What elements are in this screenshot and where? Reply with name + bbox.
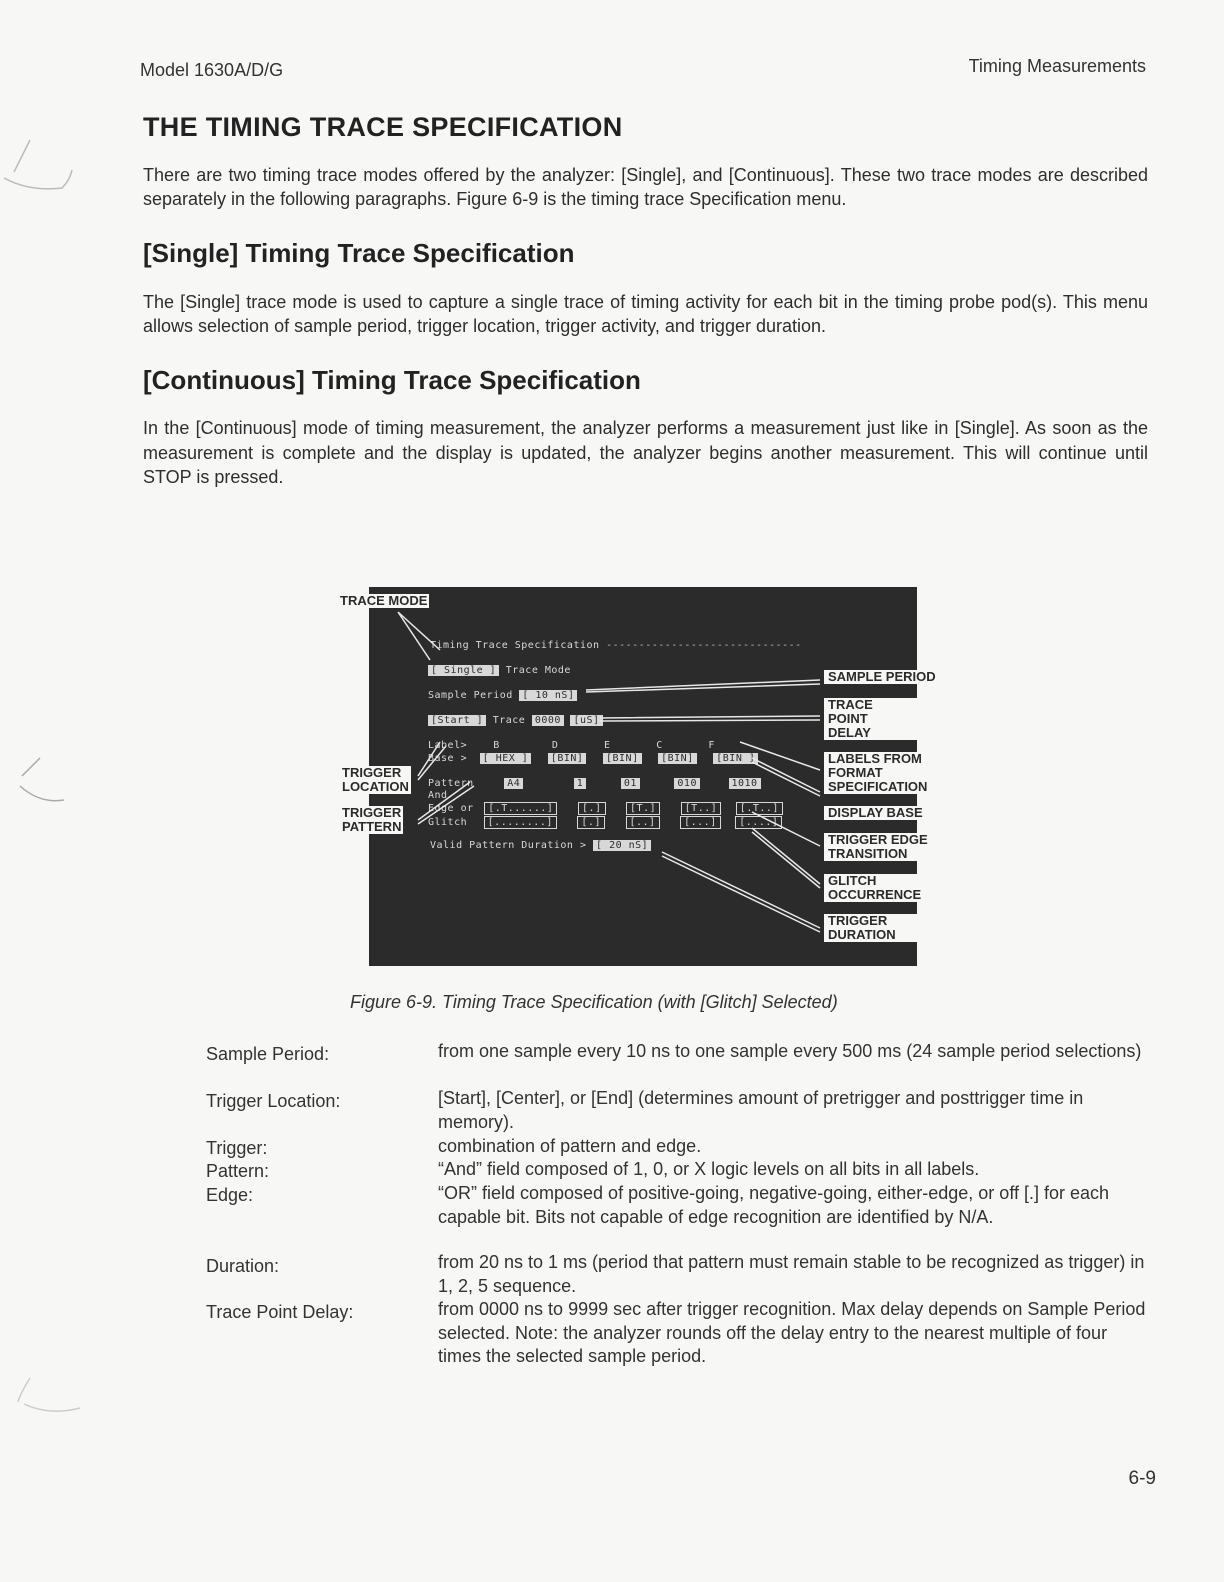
edge-field[interactable]: [T.] — [626, 802, 660, 815]
edge-field[interactable]: [.T..] — [736, 802, 783, 815]
callout-line: TRIGGER EDGE — [828, 832, 928, 847]
margin-scribble-mid — [0, 752, 80, 832]
base-field[interactable]: [BIN] — [548, 753, 587, 764]
pattern-field[interactable]: 01 — [621, 778, 640, 789]
base-field[interactable]: [BIN] — [603, 753, 642, 764]
base-field[interactable]: [ HEX ] — [480, 753, 532, 764]
pattern-field[interactable]: 1 — [574, 778, 587, 789]
screen-title: Timing Trace Specification ------------------------------ — [430, 640, 802, 651]
section-title: THE TIMING TRACE SPECIFICATION — [143, 112, 623, 142]
definition-term: Duration: — [206, 1256, 280, 1276]
duration-label: Valid Pattern Duration > — [430, 840, 587, 851]
definition-desc: combination of pattern and edge. — [438, 1136, 702, 1156]
callout-line: LABELS FROM — [828, 751, 922, 766]
screen-title-text: Timing Trace Specification — [430, 640, 600, 651]
edge-field[interactable]: [T..] — [681, 802, 722, 815]
callout-labels-from — [824, 752, 958, 794]
header-model: Model 1630A/D/G — [140, 60, 284, 80]
single-paragraph: The [Single] trace mode is used to capture a single trace of timing activity for each bit in the timing probe pod(s). This menu allows selection of sample period, trigger location, trigger activity, and trigger duration. — [143, 292, 1148, 336]
continuous-paragraph: In the [Continuous] mode of timing measurement, the analyzer performs a measurement just like in [Single]. As soon as the measurement is complete and the display is updated, the analyzer begins another measurement. This will continue until STOP is pressed. — [143, 418, 1148, 487]
margin-scribble-top — [0, 130, 80, 350]
definition-desc: “And” field composed of 1, 0, or X logic levels on all bits in all labels. — [438, 1159, 980, 1179]
sample-field[interactable]: [ 10 nS] — [519, 690, 577, 701]
callout-trigger-edge — [824, 833, 958, 861]
definition-desc: “OR” field composed of positive-going, negative-going, either-edge, or off [.] for each capable bit. Bits not capable of edge recognition are identified by N/A. — [438, 1183, 1110, 1227]
callout-line: TRIGGER — [828, 913, 888, 928]
delay-field[interactable]: 0000 — [532, 715, 564, 726]
callout-line: OCCURRENCE — [828, 887, 922, 902]
edge-field[interactable]: [.T......] — [484, 802, 557, 815]
glitch-field[interactable]: [...] — [680, 816, 721, 829]
trace-label: Trace — [492, 715, 526, 726]
base-field[interactable]: [BIN] — [658, 753, 697, 764]
header-section: Timing Measurements — [968, 56, 1146, 76]
figure-caption: Figure 6-9. Timing Trace Specification (with [Glitch] Selected) — [350, 992, 838, 1012]
callout-trace-point-delay — [824, 698, 958, 740]
callout-line: TRANSITION — [828, 846, 908, 861]
definition-desc: from one sample every 10 ns to one sample every 500 ms (24 sample period selections) — [438, 1041, 1142, 1061]
page-number: 6-9 — [1128, 1468, 1156, 1489]
definition-term: Trigger Location: — [206, 1091, 341, 1111]
screen-sample-row — [428, 690, 577, 701]
callout-line: DURATION — [828, 927, 896, 942]
definition-term: Sample Period: — [206, 1044, 330, 1064]
callout-sample-period: SAMPLE PERIOD — [824, 670, 958, 684]
glitch-field[interactable]: [........] — [484, 816, 557, 829]
definition-term: Pattern: — [206, 1161, 270, 1181]
screen-edge-row — [428, 803, 783, 814]
and-label: And — [428, 790, 448, 801]
pattern-field[interactable]: 1010 — [729, 778, 761, 789]
pattern-field[interactable]: 010 — [674, 778, 700, 789]
callout-line: PATTERN — [342, 819, 402, 834]
definition-term: Edge: — [206, 1185, 254, 1205]
definition-term: Trigger: — [206, 1138, 268, 1158]
callout-trigger-duration — [824, 914, 958, 942]
callout-line: GLITCH — [828, 873, 877, 888]
mode-field[interactable]: [ Single ] — [428, 665, 499, 676]
edge-label: Edge or — [428, 803, 474, 814]
definition-term: Trace Point Delay: — [206, 1302, 354, 1322]
callout-display-base: DISPLAY BASE — [824, 806, 958, 820]
callout-glitch — [824, 874, 958, 902]
callout-line: LOCATION — [342, 779, 409, 794]
callout-line: SPECIFICATION — [828, 779, 928, 794]
continuous-heading: [Continuous] Timing Trace Specification — [143, 365, 641, 395]
glitch-field[interactable]: [....] — [735, 816, 782, 829]
intro-paragraph: There are two timing trace modes offered by the analyzer: [Single], and [Continuous]. These two trace modes are described separately in the following paragraphs. Figure 6-9 is the timing trace Specification menu. — [143, 165, 1148, 209]
definition-desc: from 20 ns to 1 ms (period that pattern must remain stable to be recognized as trigger) in 1, 2, 5 sequence. — [438, 1252, 1145, 1296]
pattern-label: Pattern — [428, 778, 474, 789]
callout-line: DELAY — [828, 725, 871, 740]
mode-label: Trace Mode — [505, 665, 571, 676]
screen-duration-row — [430, 840, 651, 851]
screen-base-row — [428, 753, 758, 764]
screen-pattern-row — [428, 778, 761, 789]
callout-line: TRIGGER — [342, 805, 402, 820]
glitch-field[interactable]: [.] — [577, 816, 605, 829]
duration-field[interactable]: [ 20 nS] — [593, 840, 651, 851]
margin-scribble-bottom — [0, 1372, 90, 1452]
location-field[interactable]: [Start ] — [428, 715, 486, 726]
screen-glitch-row — [428, 817, 782, 828]
base-field[interactable]: [BIN ] — [713, 753, 758, 764]
callout-trace-mode: TRACE MODE — [340, 593, 428, 608]
callout-line: TRIGGER — [342, 765, 402, 780]
callout-line: TRACE — [828, 697, 873, 712]
callout-trigger-location — [340, 766, 411, 794]
callout-line: FORMAT — [828, 765, 883, 780]
base-label: Base > — [428, 753, 468, 764]
glitch-label: Glitch — [428, 817, 468, 828]
sample-label: Sample Period — [428, 690, 513, 701]
callout-trigger-pattern — [340, 806, 403, 834]
pattern-field[interactable]: A4 — [504, 778, 523, 789]
callout-line: POINT — [828, 711, 868, 726]
delay-unit-field[interactable]: [uS] — [570, 715, 602, 726]
definition-desc: from 0000 ns to 9999 sec after trigger recognition. Max delay depends on Sample Period selected. Note: the analyzer rounds off the delay entry to the nearest multiple of four times the selected sample period. — [438, 1299, 1146, 1366]
glitch-field[interactable]: [..] — [626, 816, 660, 829]
definition-desc: [Start], [Center], or [End] (determines amount of pretrigger and posttrigger time in memory). — [438, 1088, 1084, 1132]
single-heading: [Single] Timing Trace Specification — [143, 238, 575, 268]
edge-field[interactable]: [.] — [578, 802, 606, 815]
screen-mode-row — [428, 665, 571, 676]
screen-trace-row — [428, 715, 603, 726]
screen-label-row: Label> B D E C F — [428, 740, 715, 751]
